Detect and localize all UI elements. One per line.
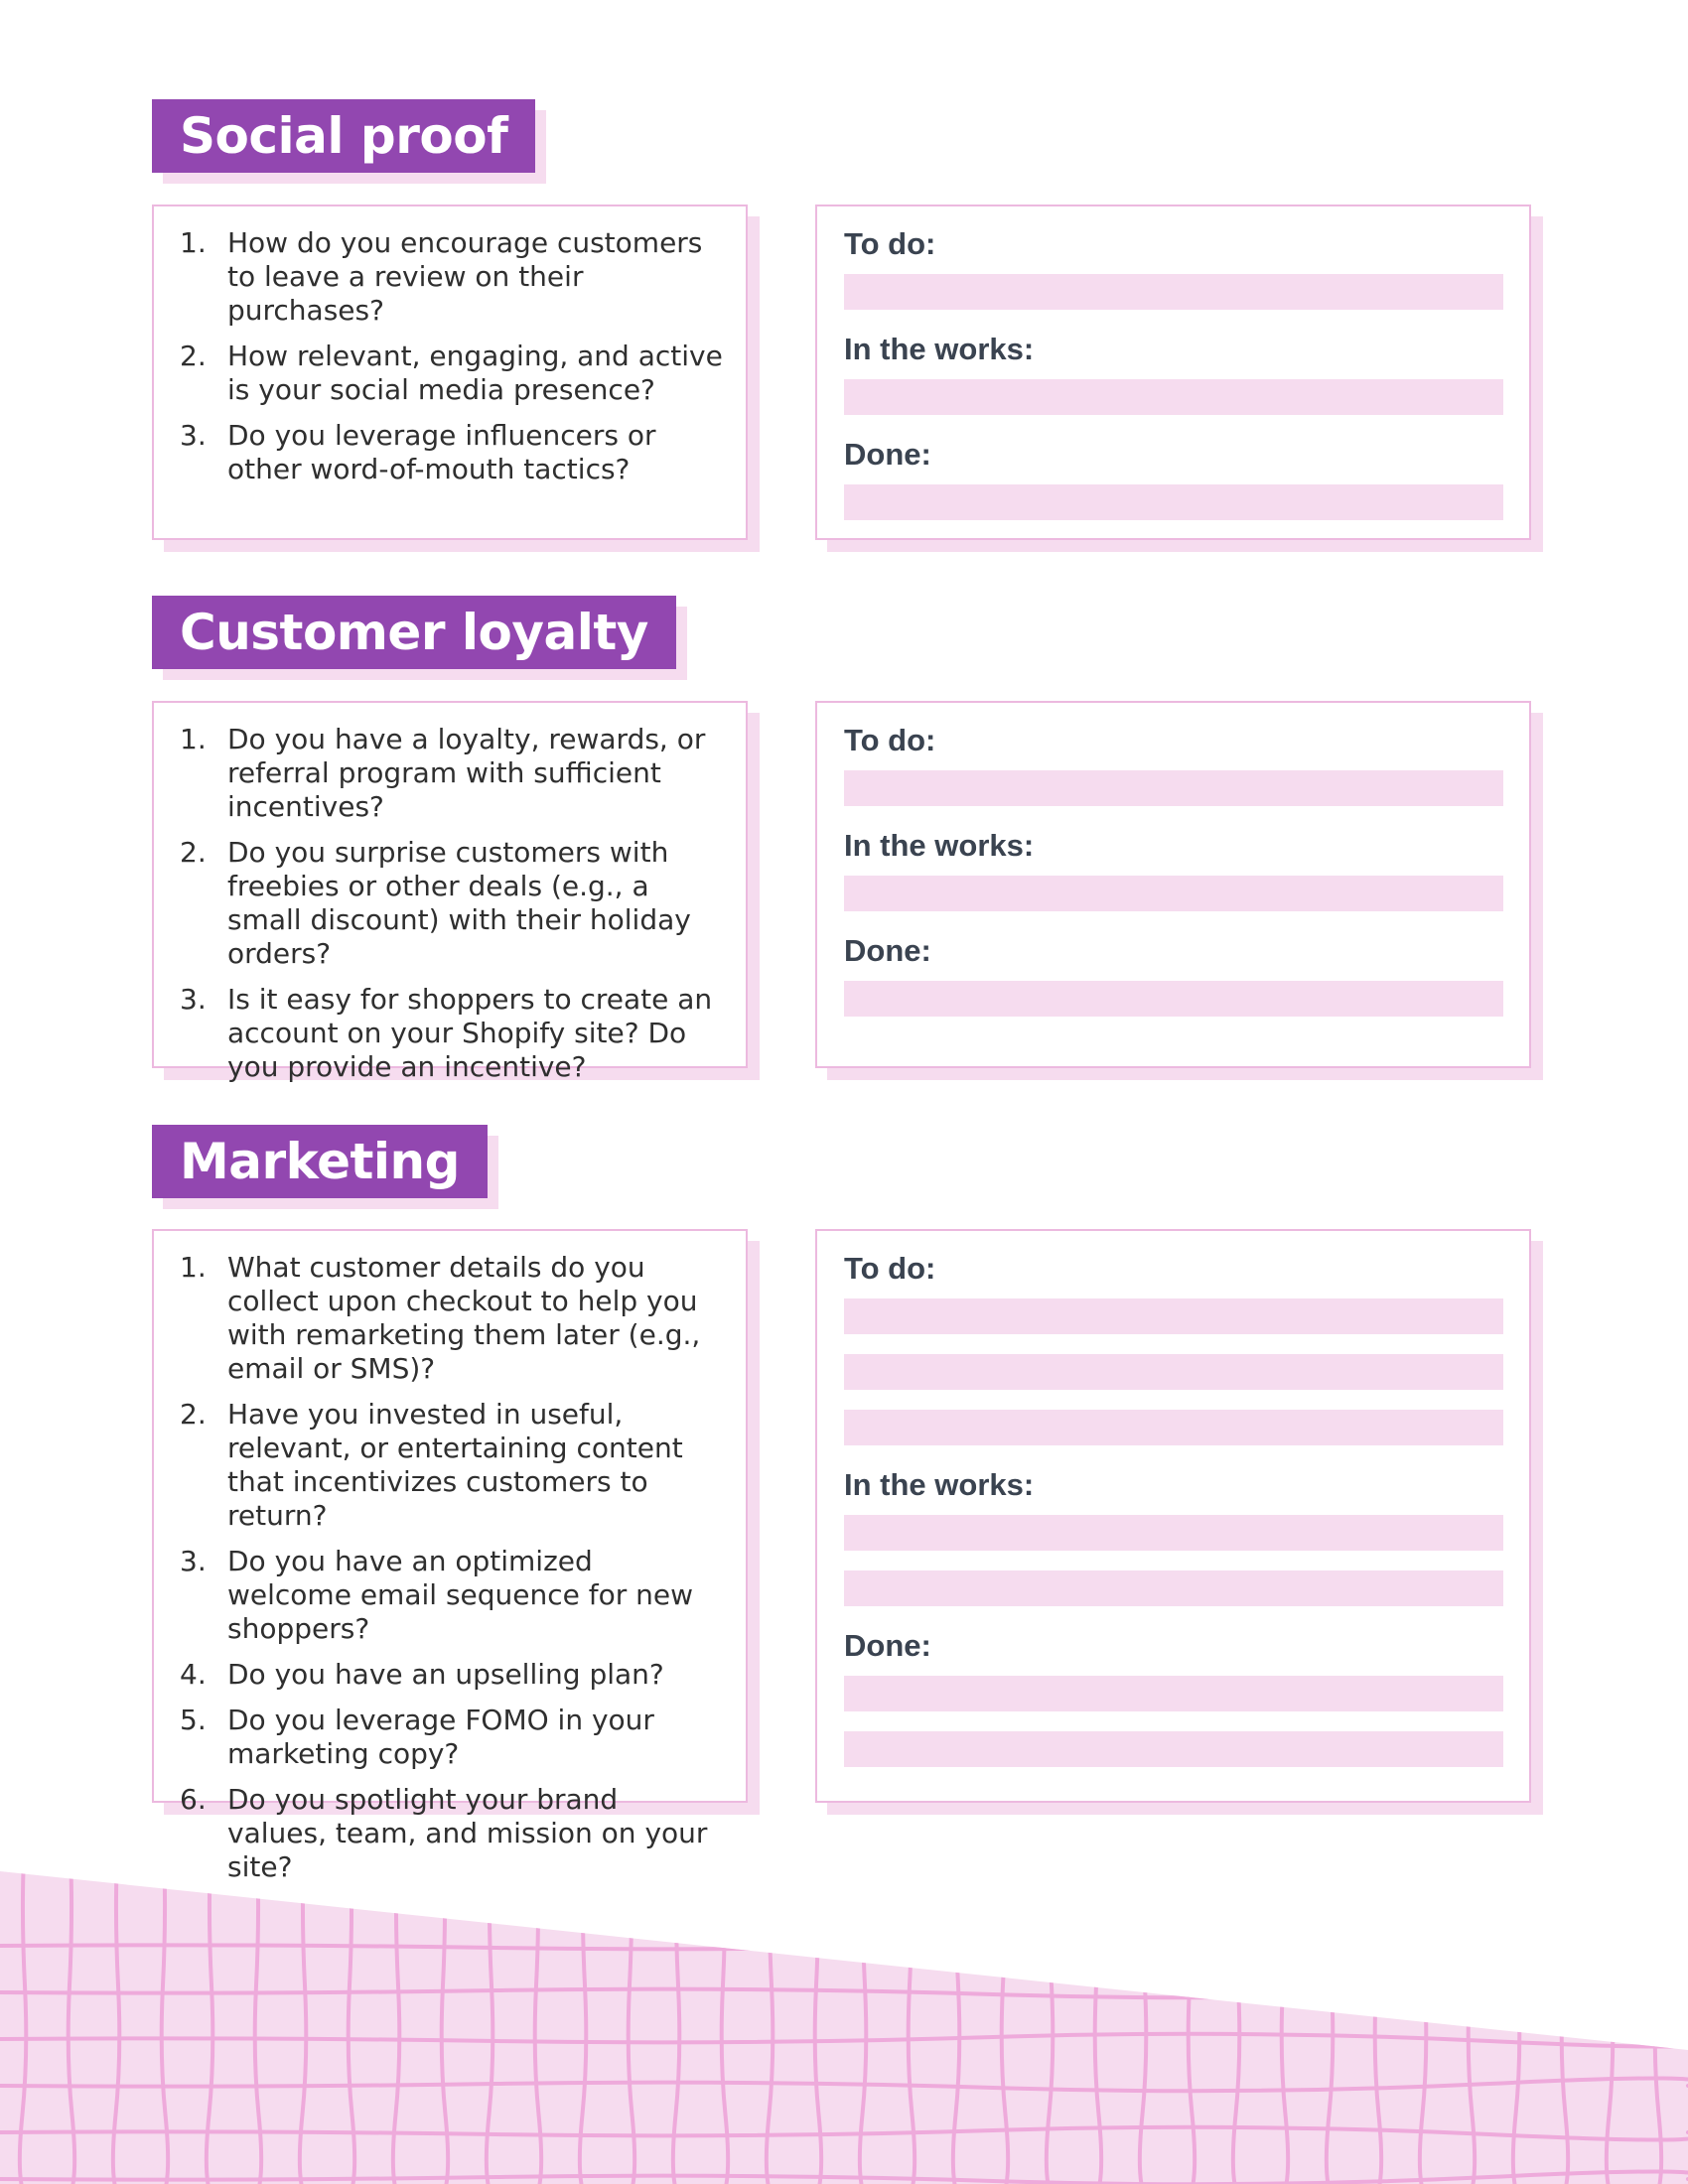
- question-item: 6. Do you spotlight your brand values, team, and mission on your site?: [180, 1783, 708, 1883]
- questions-box-social-proof: [152, 205, 748, 540]
- in-works-field[interactable]: [844, 876, 1503, 911]
- question-item: 2. Have you invested in useful, relevant, or entertaining content that incentivizes customers to return?: [180, 1398, 683, 1532]
- in-works-label: In the works:: [844, 1467, 1035, 1502]
- in-works-field[interactable]: [844, 379, 1503, 415]
- done-field[interactable]: [844, 484, 1503, 520]
- in-works-label: In the works:: [844, 332, 1035, 366]
- todo-field[interactable]: [844, 1354, 1503, 1390]
- question-item: 1. How do you encourage customers to leave a review on their purchases?: [180, 226, 703, 327]
- in-works-field[interactable]: [844, 1570, 1503, 1606]
- in-works-field[interactable]: [844, 1515, 1503, 1551]
- question-item: 2. Do you surprise customers with freebies or other deals (e.g., a small discount) with their holiday orders?: [180, 836, 691, 970]
- todo-field[interactable]: [844, 770, 1503, 806]
- question-item: 1. What customer details do you collect upon checkout to help you with remarketing them later (e.g., email or SMS)?: [180, 1251, 701, 1385]
- status-box-social-proof: [815, 205, 1531, 540]
- section-title-text: Marketing: [152, 1125, 488, 1198]
- done-label: Done:: [844, 437, 931, 472]
- done-field[interactable]: [844, 981, 1503, 1017]
- question-item: 2. How relevant, engaging, and active is your social media presence?: [180, 340, 723, 406]
- question-item: 4. Do you have an upselling plan?: [180, 1658, 664, 1691]
- done-label: Done:: [844, 1628, 931, 1663]
- section-title-social-proof: [152, 99, 535, 173]
- questions-box-marketing: [152, 1229, 748, 1883]
- decorative-grid-footer: [0, 1856, 1688, 2184]
- question-item: 1. Do you have a loyalty, rewards, or referral program with sufficient incentives?: [180, 723, 706, 823]
- todo-label: To do:: [844, 226, 936, 261]
- in-works-label: In the works:: [844, 828, 1035, 863]
- section-title-marketing: [152, 1125, 488, 1198]
- done-label: Done:: [844, 933, 931, 968]
- todo-field[interactable]: [844, 1298, 1503, 1334]
- done-field[interactable]: [844, 1731, 1503, 1767]
- status-box-marketing: [815, 1229, 1531, 1803]
- question-item: 3. Is it easy for shoppers to create an account on your Shopify site? Do you provide an incentive?: [180, 983, 713, 1083]
- done-field[interactable]: [844, 1676, 1503, 1711]
- todo-label: To do:: [844, 1251, 936, 1286]
- question-item: 3. Do you have an optimized welcome email sequence for new shoppers?: [180, 1545, 694, 1645]
- section-title-customer-loyalty: [152, 596, 676, 669]
- section-title-text: Social proof: [152, 99, 535, 173]
- todo-label: To do:: [844, 723, 936, 757]
- todo-field[interactable]: [844, 274, 1503, 310]
- questions-box-customer-loyalty: [152, 701, 748, 1083]
- question-item: 5. Do you leverage FOMO in your marketing copy?: [180, 1704, 654, 1770]
- status-box-customer-loyalty: [815, 701, 1531, 1068]
- question-item: 3. Do you leverage influencers or other word-of-mouth tactics?: [180, 419, 656, 485]
- section-title-text: Customer loyalty: [152, 596, 676, 669]
- todo-field[interactable]: [844, 1410, 1503, 1445]
